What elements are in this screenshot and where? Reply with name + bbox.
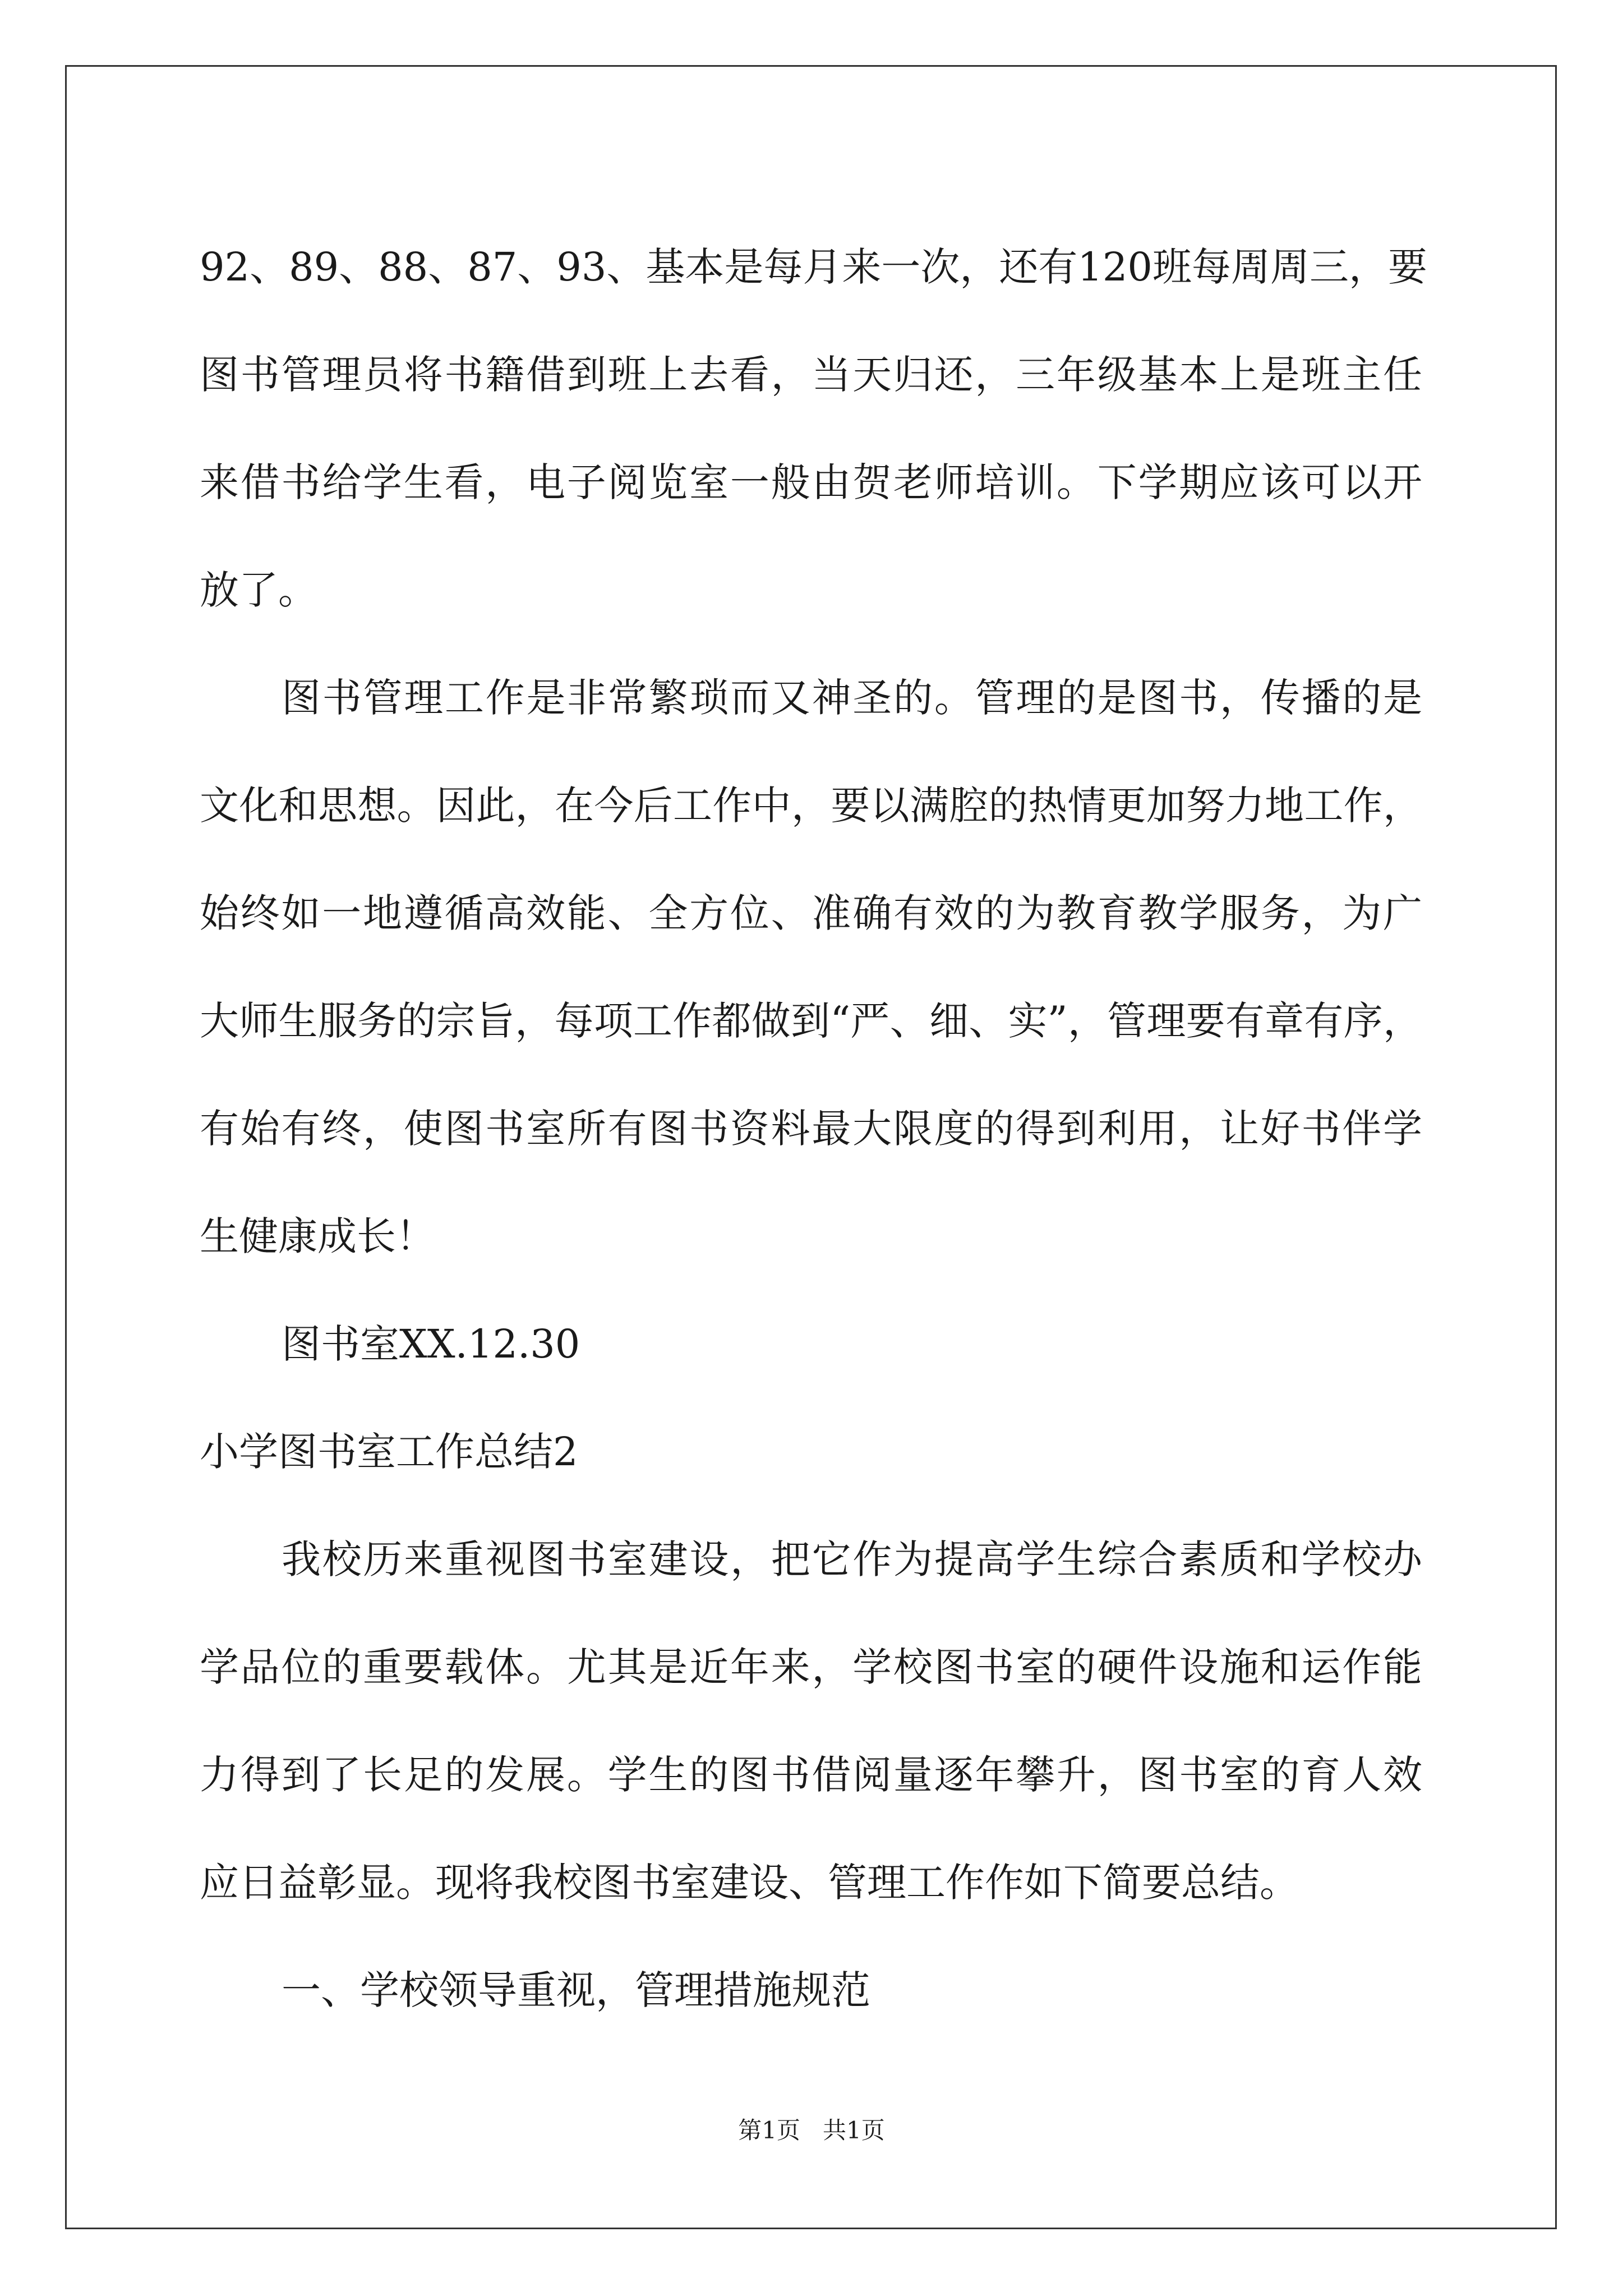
page-number-footer: 第1页 共1页 [738, 2116, 885, 2144]
text-line: 放了。 [200, 567, 317, 613]
text-line: 有始有终，使图书室所有图书资料最大限度的得到利用，让好书伴学 [200, 1106, 1422, 1152]
signature-date-line: 图书室XX.12.30 [282, 1321, 580, 1367]
text-line: 力得到了长足的发展。学生的图书借阅量逐年攀升，图书室的育人效 [200, 1752, 1422, 1798]
subsection-heading: 一、学校领导重视，管理措施规范 [282, 1967, 870, 2013]
document-body [200, 213, 1427, 2044]
text-line: 文化和思想。因此，在今后工作中，要以满腔的热情更加努力地工作， [200, 783, 1422, 829]
text-line: 大师生服务的宗旨，每项工作都做到“严、细、实”，管理要有章有序， [200, 998, 1422, 1044]
text-line: 生健康成长！ [200, 1213, 435, 1259]
text-line: 92、89、88、87、93、基本是每月来一次，还有120班每周周三，要 [200, 244, 1427, 290]
text-line: 来借书给学生看，电子阅览室一般由贺老师培训。下学期应该可以开 [200, 459, 1422, 505]
paragraph-start-line: 图书管理工作是非常繁琐而又神圣的。管理的是图书，传播的是 [282, 675, 1422, 721]
text-line: 学品位的重要载体。尤其是近年来，学校图书室的硬件设施和运作能 [200, 1644, 1422, 1690]
text-line: 应日益彰显。现将我校图书室建设、管理工作作如下简要总结。 [200, 1860, 1299, 1906]
text-line: 始终如一地遵循高效能、全方位、准确有效的为教育教学服务，为广 [200, 890, 1422, 936]
text-line: 图书管理员将书籍借到班上去看，当天归还，三年级基本上是班主任 [200, 352, 1422, 398]
section-title: 小学图书室工作总结2 [200, 1429, 578, 1475]
paragraph-start-line: 我校历来重视图书室建设，把它作为提高学生综合素质和学校办 [282, 1536, 1422, 1582]
